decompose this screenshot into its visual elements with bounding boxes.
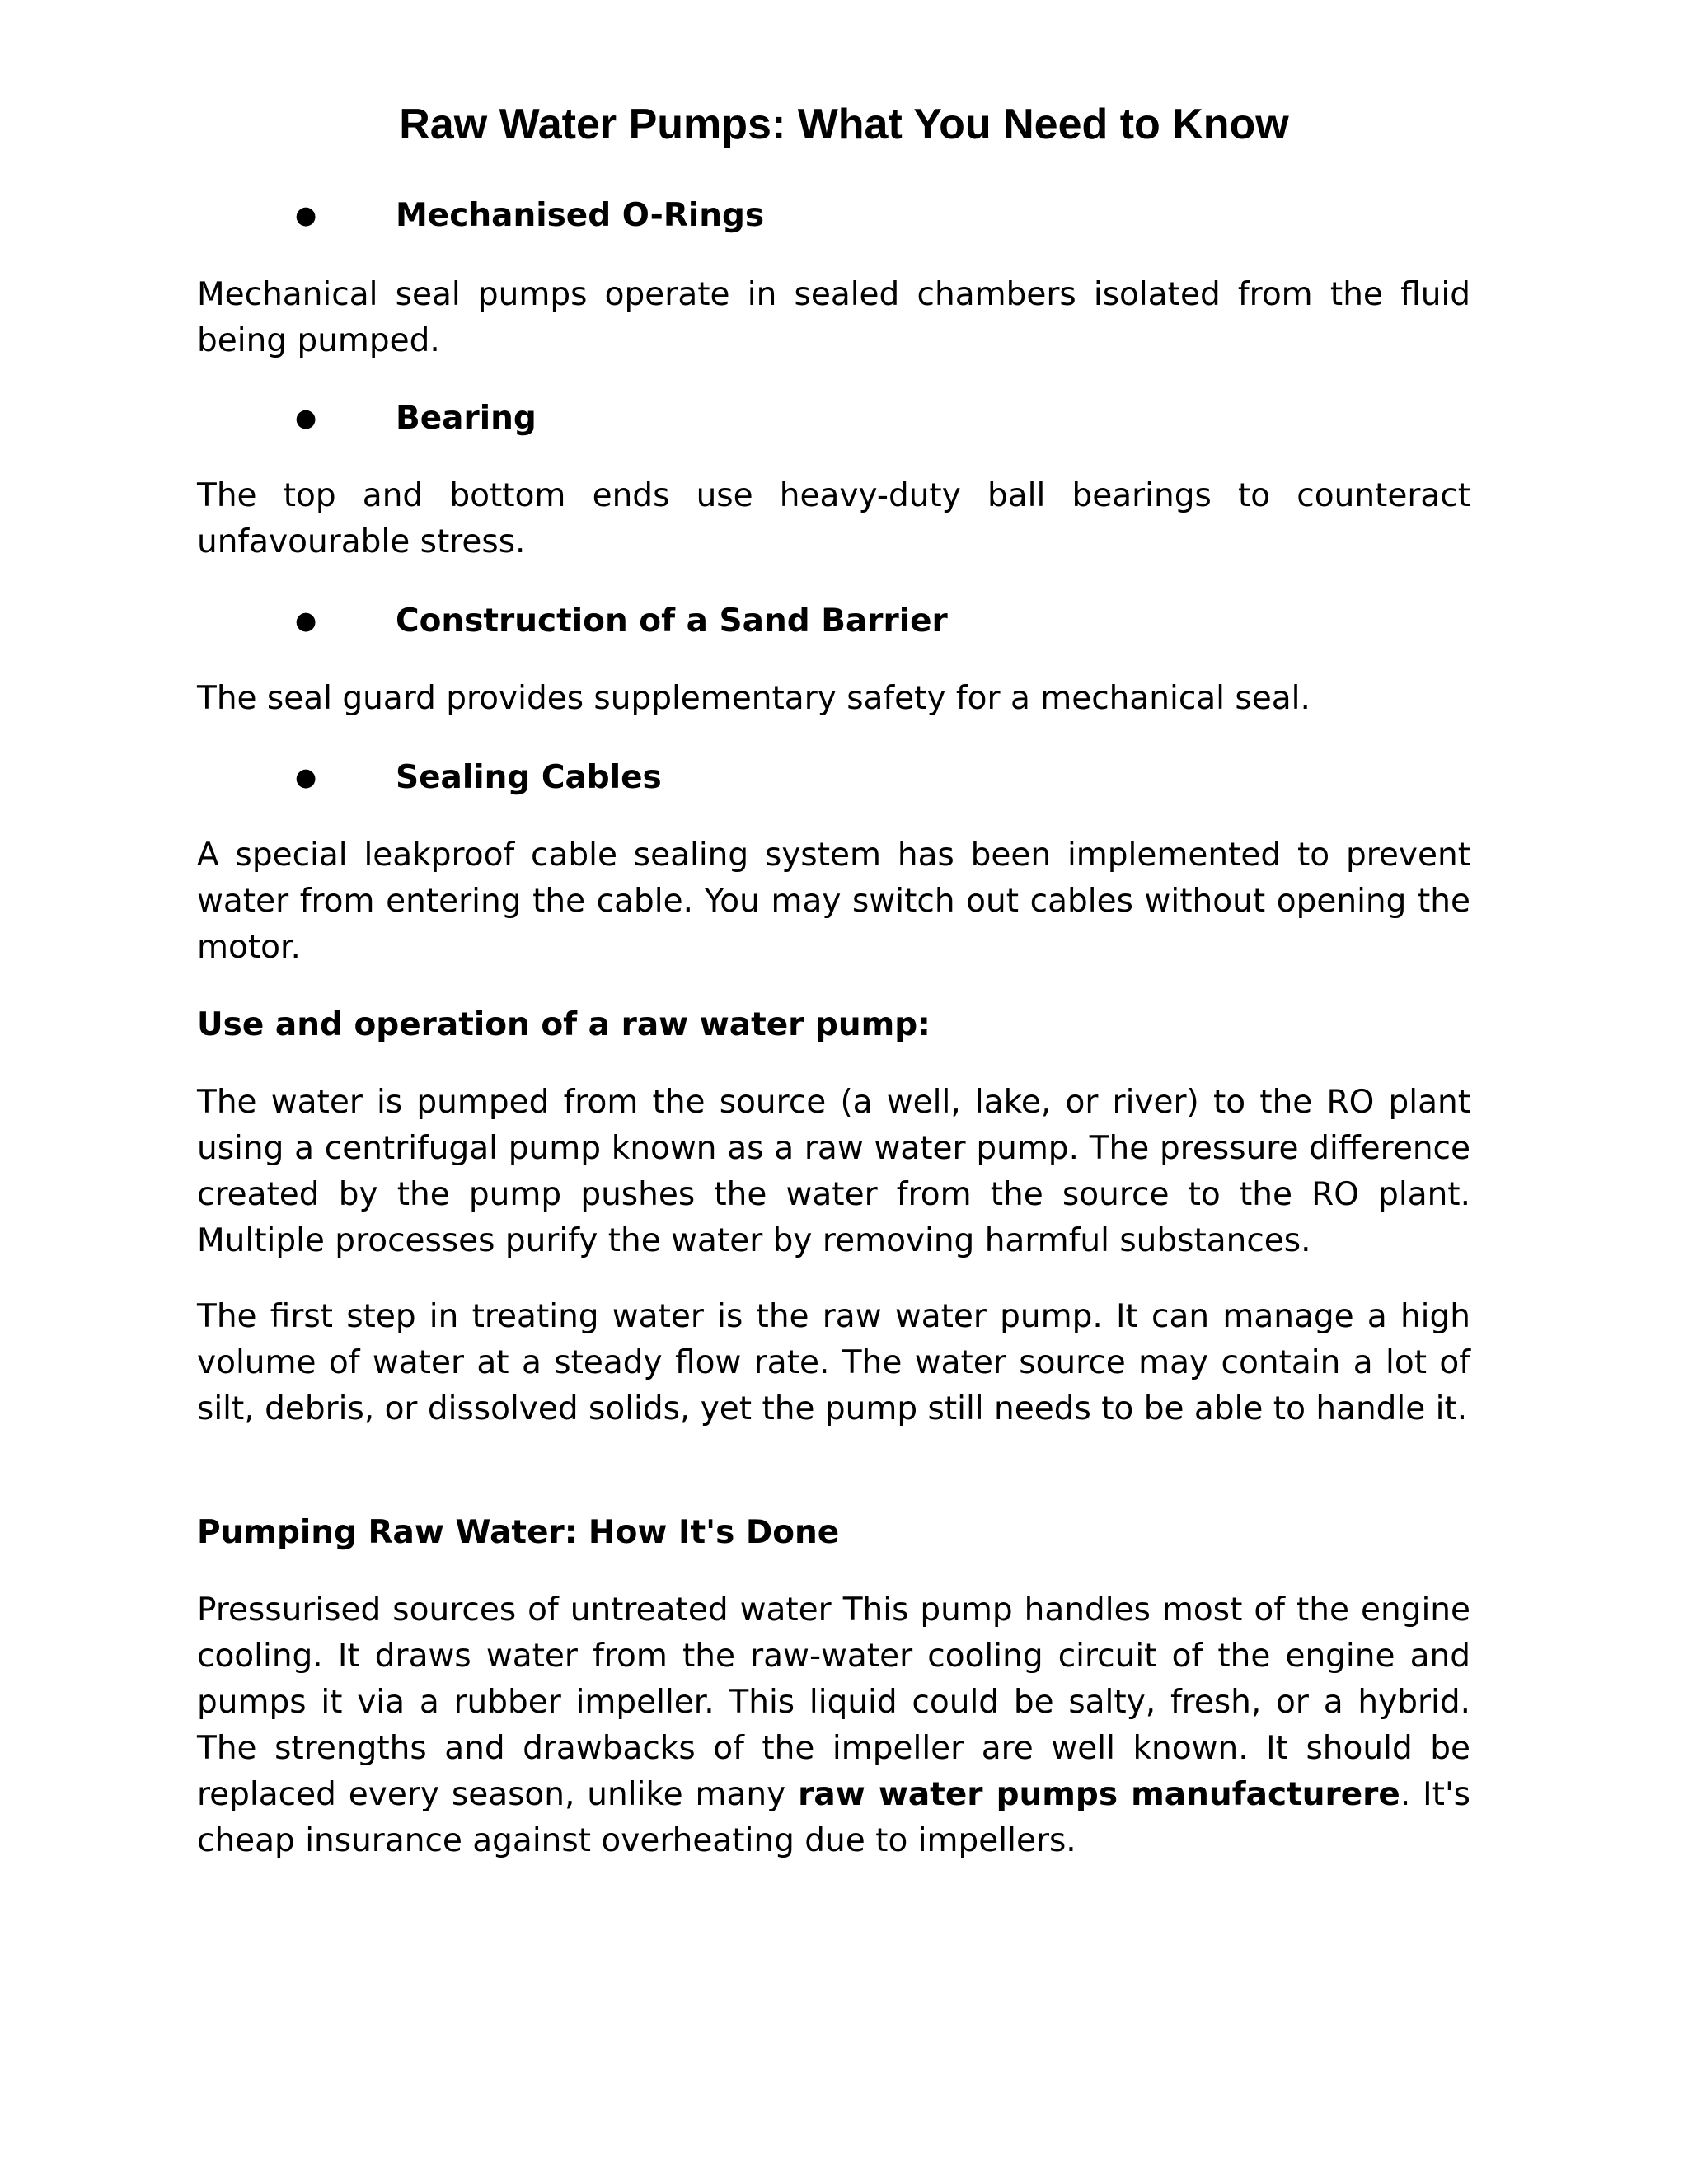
paragraph-sand-barrier: The seal guard provides supplementary safety for a mechanical seal.	[197, 680, 1311, 717]
paragraph-text-end: . It's cheap insurance against overheating due to impellers.	[197, 1776, 1470, 1859]
bullet-icon: ●	[295, 201, 317, 230]
paragraph-pumping	[197, 1587, 1470, 1864]
bullet-item-bearing	[0, 394, 1688, 443]
section-heading-pumping: Pumping Raw Water: How It's Done	[197, 1514, 840, 1551]
section-heading-use-operation: Use and operation of a raw water pump:	[197, 1006, 931, 1043]
bullet-icon: ●	[295, 404, 317, 433]
paragraph-text: Pressurised sources of untreated water This pump handles most of the engine cooling. It draws water from the raw-water cooling circuit of the engine and pumps it via a rubber impeller. This liquid could be salty, fresh, or a hybrid. The strengths and drawbacks of the impeller are well known. It should be replaced every season, unlike many	[197, 1591, 1470, 1813]
paragraph-sealing-cables: A special leakproof cable sealing system has been implemented to prevent water from entering the cable. You may switch out cables without opening the motor.	[197, 837, 1470, 966]
bullet-label: Mechanised O-Rings	[396, 197, 765, 234]
bullet-label: Bearing	[396, 400, 537, 437]
page-title: Raw Water Pumps: What You Need to Know	[399, 101, 1289, 148]
bullet-label: Sealing Cables	[396, 759, 662, 796]
paragraph-o-rings: Mechanical seal pumps operate in sealed chambers isolated from the fluid being pumped.	[197, 276, 1470, 359]
paragraph-use-operation-1: The water is pumped from the source (a well, lake, or river) to the RO plant using a centrifugal pump known as a raw water pump. The pressure difference created by the pump pushes the water from the source to the RO plant. Multiple processes purify the water by removing harmful substances.	[197, 1084, 1470, 1259]
bold-phrase: raw water pumps manufacturere	[798, 1776, 1400, 1813]
bullet-label: Construction of a Sand Barrier	[396, 602, 948, 640]
paragraph-bearing: The top and bottom ends use heavy-duty ball bearings to counteract unfavourable stress.	[197, 477, 1470, 560]
bullet-icon: ●	[295, 607, 317, 635]
paragraph-use-operation-2: The first step in treating water is the raw water pump. It can manage a high volume of water at a steady flow rate. The water source may contain a lot of silt, debris, or dissolved solids, yet the pump still needs to be able to handle it.	[197, 1298, 1470, 1427]
bullet-icon: ●	[295, 763, 317, 792]
bullet-item-sealing-cables	[0, 753, 1688, 803]
bullet-item-sand-barrier	[0, 597, 1688, 646]
bullet-item-o-rings	[0, 191, 1688, 241]
